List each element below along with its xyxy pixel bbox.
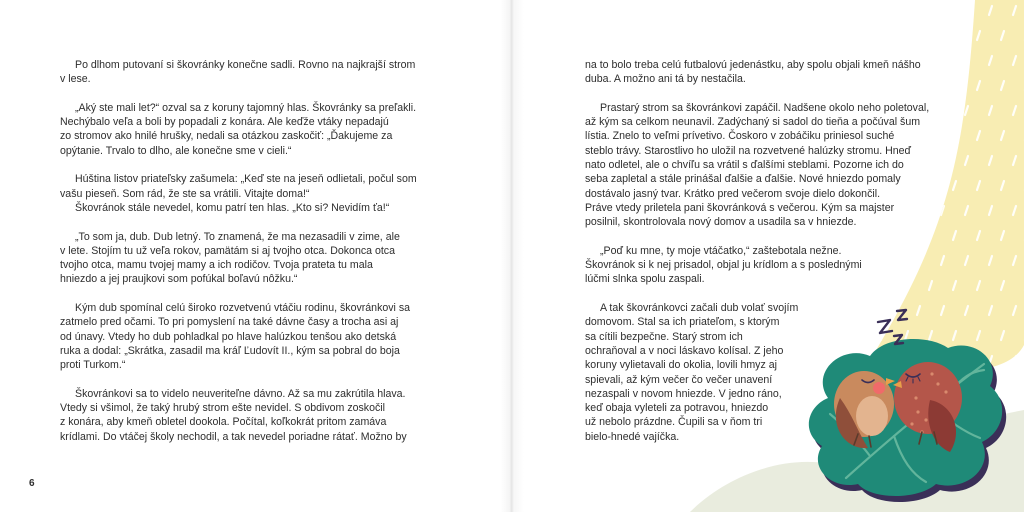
paragraph: Kým dub spomínal celú široko rozvetvenú vtáčiu rodinu, škovránkovi sa zatmelo pred očami. To pri pomyslení na také dávne časy a trocha asi aj od únavy. Vtedy ho dub pohladkal po hlave halúzkou tenšou ako detská ruka a dodal: „Skrátka, zasadil ma kráľ Ľudovít II., kým sa pobral do boja proti Turkom.“ — [60, 302, 411, 372]
paragraph: Prastarý strom sa škovránkovi zapáčil. Nadšene okolo neho poletoval, až kým sa celkom neunavil. Zadýchaný si sadol do tieňa a počúval šum lístia. Znelo to veľmi prívetivo. Čoskoro v zobáčiku priniesol suché steblo trávy. Starostlivo ho uložil na rozvetvené halúzky stromu. Hneď nato odletel, ale o chvíľu sa vrátil s ďalšími steblami. Pozorne ich do seba zapletal a stále prinášal ďalšie a ďalšie. Nové hniezdo pomaly dostávalo jasný tvar. Krátko pred večerom svoje dielo dokončil. Práve vtedy priletela pani škovránková s večerou. Kým sa majster posilnil, skontrolovala nový domov a usadila sa v hniezde. — [585, 101, 930, 229]
paragraph: „Aký ste mali let?“ ozval sa z koruny tajomný hlas. Škovránky sa preľakli. Nechýbalo veľa a boli by popadali z konára. Ale keďže vtáky nepadajú zo stromov ako hnilé hrušky, nedali sa otázkou zaskočiť: „Ďakujeme za opýtanie. Trvalo to dlho, ale konečne sme v cieli.“ — [60, 101, 417, 157]
paragraph: na to bolo treba celú futbalovú jedenástku, aby spolu objali kmeň nášho duba. A možno ani tá by nestačila. — [585, 59, 921, 86]
paragraph: „Poď ku mne, ty moje vtáčatko,“ zaštebotala nežne. Škovránok si k nej prisadol, objal ju krídlom a s poslednými lúčmi slnka spolu zaspali. — [585, 244, 862, 286]
light-dash-mark — [941, 6, 944, 15]
paragraph: „To som ja, dub. Dub letný. To znamená, že ma nezasadili v zime, ale v lete. Stojím tu už veľa rokov, pamätám si aj tvojho otca. Dokonca otca tvojho otca, mamu tvojej mamy a ich rodičov. Tvoja prateta tu mala hniezdo a jej praujkovi som pofúkal boľavú nôžku.“ — [60, 230, 400, 286]
light-dash-mark — [941, 156, 944, 165]
paragraph: A tak škovránkovci začali dub volať svojím domovom. Stal sa ich priateľom, s ktorým sa cítili bezpečne. Starý strom ich ochraňoval a v noci láskavo kolísal. Z jeho koruny vylietavali do okolia, lovili hmyz aj spievali, až kým večer čo večer unavení nezaspali v novom hniezde. V jedno ráno, keď obaja vyleteli za potravou, hniezdo už nebolo prázdne. Čupili sa v ňom tri bielo-hnedé vajíčka. — [585, 302, 799, 443]
paragraph: Po dlhom putovaní si škovránky konečne sadli. Rovno na najkrajší strom v lese. — [60, 59, 416, 86]
light-dash-mark — [917, 6, 920, 15]
light-dash-mark — [893, 6, 896, 15]
light-dash-mark — [929, 231, 932, 240]
right-page-text — [585, 58, 929, 444]
book-gutter — [500, 0, 524, 512]
light-dash-mark — [965, 56, 968, 65]
light-dash-mark — [941, 56, 944, 65]
light-dash-mark — [965, 6, 968, 15]
light-dash-mark — [953, 81, 956, 90]
light-dash-mark — [1013, 356, 1016, 365]
paragraph: Škovránkovi sa to videlo neuveriteľne dávno. Až sa mu zakrútila hlava. Vtedy si všimol, že taký hrubý strom ešte nevidel. S obdivom zoskočil z konára, aby kmeň obletel dookola. Počítal, koľkokrát pritom zamáva krídlami. Do vtáčej školy nechodil, a tak nevedel poriadne rátať. Možno by — [60, 387, 407, 443]
light-dash-mark — [929, 181, 932, 190]
light-dash-mark — [953, 31, 956, 40]
light-dash-mark — [953, 131, 956, 140]
light-dash-mark — [929, 81, 932, 90]
light-dash-mark — [905, 31, 908, 40]
light-dash-mark — [929, 131, 932, 140]
light-dash-mark — [881, 31, 884, 40]
paragraph: Škovránok stále nevedel, komu patrí ten hlas. „Kto si? Nevidím ťa!“ — [75, 201, 390, 214]
light-dash-mark — [941, 106, 944, 115]
page-number: 6 — [29, 478, 35, 489]
left-page-text — [60, 58, 417, 444]
paragraph: Húština listov priateľsky zašumela: „Keď ste na jeseň odlietali, počul som vašu pieseň. Som rád, že ste sa vrátili. Vitajte doma!“ — [60, 173, 417, 200]
light-dash-mark — [929, 31, 932, 40]
light-dash-mark — [869, 6, 872, 15]
